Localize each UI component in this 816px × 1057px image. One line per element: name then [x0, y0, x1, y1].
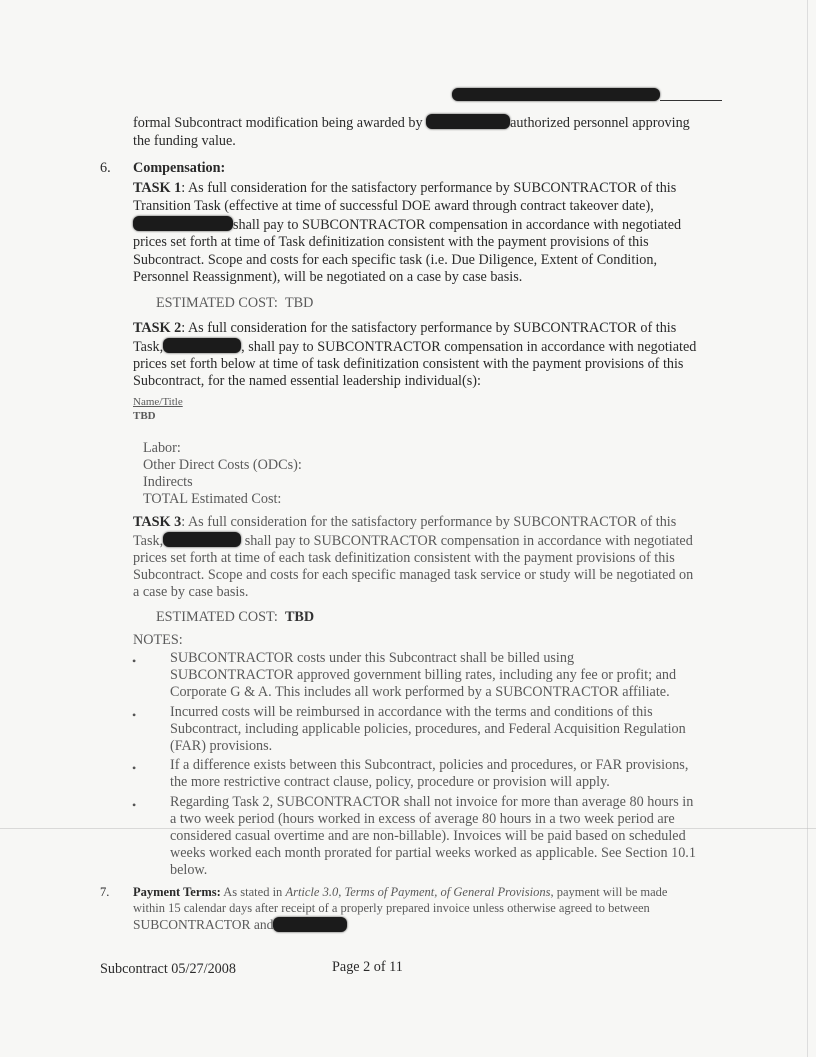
- task2-line3: prices set forth below at time of task definitization consistent with the payment provisions of this: [133, 356, 684, 372]
- text: : As full consideration for the satisfactory performance by SUBCONTRACTOR of this: [181, 180, 677, 196]
- cost-line-total: TOTAL Estimated Cost:: [143, 491, 282, 507]
- note4-line2: a two week period (hours worked in excess of average 80 hours in a two week period are: [170, 811, 675, 827]
- name-title-value: TBD: [133, 410, 156, 422]
- text: Task,: [133, 339, 164, 355]
- text: : As full consideration for the satisfactory performance by SUBCONTRACTOR of this: [181, 320, 677, 336]
- cost-value: TBD: [284, 609, 315, 625]
- text: , shall pay to SUBCONTRACTOR compensation in accordance with negotiated: [241, 339, 697, 355]
- section7-line3: [133, 917, 347, 933]
- task-label: TASK 1: [133, 180, 182, 196]
- note1-line3: Corporate G & A. This includes all work performed by a SUBCONTRACTOR affiliate.: [170, 684, 670, 700]
- name-title-label: Name/Title: [133, 396, 183, 408]
- task2-line4: Subcontract, for the named essential leadership individual(s):: [133, 373, 481, 389]
- text: shall pay to SUBCONTRACTOR compensation in accordance with negotiated: [233, 217, 682, 233]
- note2-line3: (FAR) provisions.: [170, 738, 273, 754]
- task3-line2: [133, 532, 693, 551]
- text: formal Subcontract modification being awarded by: [133, 115, 423, 131]
- task-label: TASK 3: [133, 514, 182, 530]
- text: shall pay to SUBCONTRACTOR compensation in accordance with negotiated: [244, 533, 693, 549]
- task1-line5: Subcontract. Scope and costs for each specific task (i.e. Due Diligence, Extent of Condition,: [133, 252, 657, 268]
- task3-line1: [133, 514, 676, 532]
- note3-line1: If a difference exists between this Subcontract, policies and procedures, or FAR provisions,: [170, 757, 689, 773]
- cost-line-labor: Labor:: [143, 440, 181, 456]
- redaction-bar: [163, 338, 241, 353]
- section-number: 7.: [100, 885, 110, 899]
- bullet-icon: •: [132, 798, 137, 812]
- task1-estimated-cost: [156, 295, 313, 313]
- task2-line2: [133, 338, 696, 357]
- text: Task,: [133, 533, 164, 549]
- redaction-bar: [273, 917, 347, 932]
- task3-line4: Subcontract. Scope and costs for each specific managed task service or study will be negotiated on: [133, 567, 694, 583]
- bullet-icon: •: [132, 761, 137, 775]
- cost-label: ESTIMATED COST:: [156, 609, 278, 625]
- text: As stated in: [220, 885, 286, 899]
- section-number: 6.: [100, 160, 111, 176]
- notes-heading: NOTES:: [133, 632, 183, 648]
- text: authorized personnel approving: [510, 115, 690, 131]
- note2-line1: Incurred costs will be reimbursed in accordance with the terms and conditions of this: [170, 704, 653, 720]
- text: , payment will be made: [550, 885, 668, 899]
- footer-left: Subcontract 05/27/2008: [100, 961, 236, 977]
- text: : As full consideration for the satisfactory performance by SUBCONTRACTOR of this: [181, 514, 677, 530]
- section-heading: Payment Terms:: [133, 885, 221, 899]
- text: SUBCONTRACTOR and: [133, 917, 274, 932]
- task1-line3: [133, 216, 681, 235]
- section7-line2: within 15 calendar days after receipt of a properly prepared invoice unless otherwise agreed to between: [133, 901, 650, 915]
- cost-value: TBD: [284, 295, 314, 311]
- article-reference: Article 3.0, Terms of Payment, of General Provisions: [285, 885, 551, 899]
- section7-line1: [133, 884, 667, 900]
- note1-line1: SUBCONTRACTOR costs under this Subcontract shall be billed using: [170, 650, 575, 666]
- footer-page-number: Page 2 of 11: [332, 959, 403, 975]
- signature-rule: [660, 100, 722, 101]
- redaction-bar: [163, 532, 241, 547]
- task1-line1: [133, 180, 676, 198]
- section-heading: Compensation:: [133, 160, 226, 176]
- cost-label: ESTIMATED COST:: [156, 295, 278, 311]
- redaction-bar: [133, 216, 233, 231]
- redaction-bar: [426, 114, 510, 129]
- note4-line1: Regarding Task 2, SUBCONTRACTOR shall not invoice for more than average 80 hours in: [170, 794, 694, 810]
- cost-line-indirects: Indirects: [143, 474, 193, 490]
- task-label: TASK 2: [133, 320, 182, 336]
- redaction-bar: [452, 88, 660, 101]
- note2-line2: Subcontract, including applicable policies, procedures, and Federal Acquisition Regulation: [170, 721, 686, 737]
- task1-line2: Transition Task (effective at time of successful DOE award through contract takeover date),: [133, 198, 654, 214]
- note4-line3: considered casual overtime and are non-billable). Invoices will be paid based on scheduled: [170, 828, 686, 844]
- task3-line3: prices set forth at time of each task definitization consistent with the payment provisions of this: [133, 550, 675, 566]
- task3-line5: a case by case basis.: [133, 584, 249, 600]
- scan-edge: [807, 0, 808, 1057]
- note1-line2: SUBCONTRACTOR approved government billing rates, including any fee or profit; and: [170, 667, 677, 683]
- cost-line-odcs: Other Direct Costs (ODCs):: [143, 457, 302, 473]
- task1-line4: prices set forth at time of Task definitization consistent with the payment provisions of this: [133, 234, 649, 250]
- bullet-icon: •: [132, 708, 137, 722]
- note4-line4: weeks worked each month prorated for partial weeks worked as applicable. See Section 10.1: [170, 845, 696, 861]
- task2-line1: [133, 320, 676, 338]
- bullet-icon: •: [132, 654, 137, 668]
- top-paragraph-line1: [133, 114, 690, 133]
- task1-line6: Personnel Reassignment), will be negotiated on a case by case basis.: [133, 269, 523, 285]
- note3-line2: the more restrictive contract clause, policy, procedure or provision will apply.: [170, 774, 610, 790]
- task3-estimated-cost: [156, 609, 314, 627]
- note4-line5: below.: [170, 862, 208, 878]
- top-paragraph-line2: the funding value.: [133, 133, 236, 149]
